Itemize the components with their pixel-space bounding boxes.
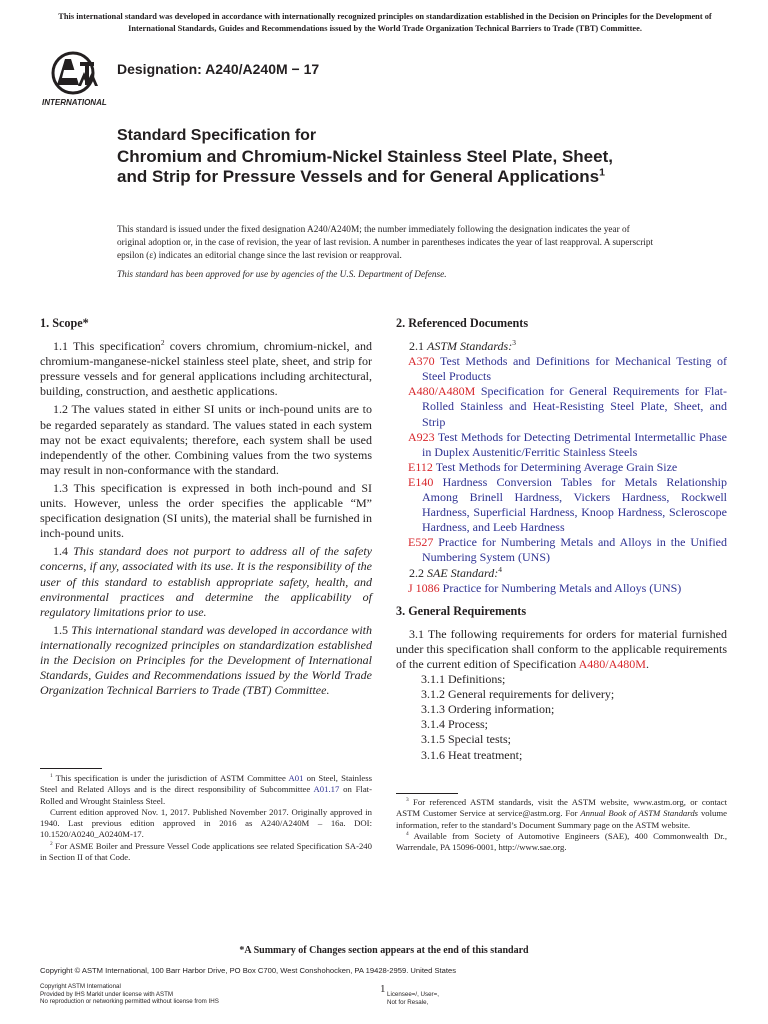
scope-1-4-num: 1.4 xyxy=(53,544,74,559)
sae-footnote-ref-4[interactable]: 4 xyxy=(498,564,502,574)
scope-1-5-num: 1.5 xyxy=(53,622,72,637)
general-3-1 xyxy=(396,627,727,672)
sae-standard-label xyxy=(396,566,727,581)
general-3-1-text: 3.1 The following requirements for orders for material furnished under this specification shall conform to the applicable requirements of the current edition of Specification xyxy=(396,626,727,671)
ref-item[interactable] xyxy=(396,535,727,565)
footnote-2 xyxy=(40,841,372,864)
ref-code[interactable]: A923 xyxy=(408,429,435,444)
title-main-text: Chromium and Chromium-Nickel Stainless Steel Plate, Sheet, and Strip for Pressure Vessels and for General Applications xyxy=(117,146,613,187)
scope-1-2: 1.2 The values stated in either SI units or inch-pound units are to be regarded separately as standard. The values stated in each system may not be exact equivalents; therefore, each system shall be used independently of the other. Combining values from the two systems may result in non-conformance with the standard. xyxy=(40,402,372,477)
license-line: Copyright ASTM International xyxy=(40,983,121,990)
general-item: 3.1.5 Special tests; xyxy=(421,732,511,747)
ref-code[interactable]: E112 xyxy=(408,459,433,474)
footnote-1-c: on Flat-Rolled and Wrought Stainless Steel. xyxy=(40,784,372,806)
footnote-1-mark: 1 xyxy=(50,773,53,780)
license-line: No reproduction or networking permitted without license from IHS xyxy=(40,998,219,1005)
licensee-line: Licensee=/, User=, xyxy=(387,991,439,998)
issue-note: This standard is issued under the fixed designation A240/A240M; the number immediately following the designation indicates the year of original adoption or, in the case of revision, the year of last revision. A number in parentheses indicates the year of last reapproval. A superscript epsilon (ε) indicates an editorial change since the last revision or reapproval. xyxy=(117,225,654,261)
footnote-2-mark: 2 xyxy=(50,840,53,847)
ref-item[interactable] xyxy=(396,384,727,429)
footnotes-left xyxy=(40,773,372,863)
footnote-3-a: For referenced ASTM standards, visit the ASTM website, www.astm.org, or contact ASTM Customer Service at service@astm.org. For xyxy=(396,797,727,819)
footnote-2-text: For ASME Boiler and Pressure Vessel Code applications see related Specification SA-240 in Section II of that Code. xyxy=(40,840,372,863)
footnote-4-text: Available from Society of Automotive Engineers (SAE), 400 Commonwealth Dr., Warrendale, PA 15096-0001, http://www.sae.org. xyxy=(396,830,727,853)
ref-title[interactable]: Practice for Numbering Metals and Alloys in the Unified Numbering System (UNS) xyxy=(422,535,727,565)
general-item: 3.1.1 Definitions; xyxy=(421,672,506,687)
scope-1-4 xyxy=(40,544,372,619)
footnote-4-mark: 4 xyxy=(406,831,409,837)
license-block xyxy=(40,983,219,1006)
ref-title[interactable]: Practice for Numbering Metals and Alloys (UNS) xyxy=(442,580,682,595)
footnote-1-a: This specification is under the jurisdiction of ASTM Committee xyxy=(52,773,289,783)
scope-1-1-b: covers chromium, chromium-nickel, and chromium-manganese-nickel stainless steel plate, sheet, and strip for pressure vessels and for general applications including architectural, building, construction, and aesthetic applications. xyxy=(40,339,372,399)
copyright-line: Copyright © ASTM International, 100 Barr Harbor Drive, PO Box C700, West Conshohocken, PA 19428-2959. United States xyxy=(40,966,457,975)
general-item: 3.1.3 Ordering information; xyxy=(421,702,555,717)
tbt-notice: This international standard was developed in accordance with internationally recognized principles on standardization established in the Decision on Principles for the Development of International Standards, Guides and Recommendations issued by the World Trade Organization Technical Barriers to Trade (TBT) Committee. xyxy=(58,12,712,33)
ref-code[interactable]: E527 xyxy=(408,535,434,550)
ref-title[interactable]: Test Methods and Definitions for Mechanical Testing of Steel Products xyxy=(422,354,727,384)
summary-of-changes-note: *A Summary of Changes section appears at the end of this standard xyxy=(239,945,529,956)
footnote-3-b: volume information, refer to the standard’s Document Summary page on the ASTM website. xyxy=(396,808,727,830)
title-footnote-mark: 1 xyxy=(599,166,605,179)
right-column xyxy=(396,316,727,763)
designation: Designation: A240/A240M − 17 xyxy=(117,61,320,77)
general-3-1-link[interactable]: A480/A480M xyxy=(578,656,646,671)
ref-title[interactable]: Hardness Conversion Tables for Metals Relationship Among Brinell Hardness, Vickers Hardness, Rockwell Hardness, Superficial Hardness, Knoop Hardness, Scleroscope Hardness, and Leeb Hardness xyxy=(422,474,728,535)
general-heading: 3. General Requirements xyxy=(396,603,527,618)
ref-item[interactable] xyxy=(396,475,727,535)
page-number: 1 xyxy=(380,983,386,995)
ref-code[interactable]: E140 xyxy=(408,474,434,489)
resale-line: Not for Resale, xyxy=(387,998,429,1006)
ref-code[interactable]: J 1086 xyxy=(408,580,440,595)
ref-title[interactable]: Specification for General Requirements for Flat-Rolled Stainless and Heat-Resisting Steel Plate, Sheet, and Strip xyxy=(422,384,727,429)
title-prefix: Standard Specification for xyxy=(117,127,317,144)
subcommittee-link[interactable]: A01.17 xyxy=(313,784,340,795)
scope-1-5 xyxy=(40,623,372,698)
ref-item[interactable] xyxy=(396,460,727,475)
general-item: 3.1.2 General requirements for delivery; xyxy=(421,687,615,702)
astm-logo-icon xyxy=(40,50,112,108)
footnote-1-edition: Current edition approved Nov. 1, 2017. Published November 2017. Originally approved in 1940. Last previous edition approved in 2016 as A240/A240M – 16a. DOI: 10.1520/A0240_A0240M-17. xyxy=(40,806,372,840)
footnotes-right xyxy=(396,797,727,853)
footnote-3-mark: 3 xyxy=(406,797,409,804)
scope-1-1 xyxy=(40,339,372,399)
ref-code[interactable]: A370 xyxy=(408,354,435,369)
astm-logo xyxy=(40,50,112,108)
footnote-divider-left xyxy=(40,768,102,769)
scope-1-1-a: 1.1 This specification xyxy=(53,339,161,354)
scope-1-4-text: This standard does not purport to address all of the safety concerns, if any, associated with its use. It is the responsibility of the user of this standard to establish appropriate safety, health, and environmental practices and determine the applicability of regulatory limitations prior to use. xyxy=(40,544,372,619)
license-line: Provided by IHS Markit under license with ASTM xyxy=(40,990,174,998)
approved-note: This standard has been approved for use by agencies of the U.S. Department of Defense. xyxy=(117,270,447,280)
footnote-1-b: on Steel, Stainless Steel and Related Alloys and is the direct responsibility of Subcommittee xyxy=(40,773,372,795)
scope-1-3: 1.3 This specification is expressed in both inch-pound and SI units. However, unless the order specifies the applicable “M” specification designation (SI units), the material shall be furnished in inch-pound units. xyxy=(40,480,372,541)
scope-heading: 1. Scope* xyxy=(40,316,89,330)
committee-link[interactable]: A01 xyxy=(288,773,304,783)
astm-standards-label xyxy=(396,339,727,354)
scope-1-5-text: This international standard was developed in accordance with internationally recognized principles on standardization established in the Decision on Principles for the Development of International Standards, Guides and Recommendations issued by the World Trade Organization Technical Barriers to Trade (TBT) Committee. xyxy=(40,622,373,698)
ref-title[interactable]: Test Methods for Determining Average Grain Size xyxy=(435,459,678,474)
astm-standards-num: 2.1 xyxy=(409,339,427,354)
astm-standards-text: ASTM Standards: xyxy=(427,339,513,354)
ref-item[interactable] xyxy=(396,430,727,460)
sae-standard-text: SAE Standard: xyxy=(427,565,499,580)
ref-code[interactable]: A480/A480M xyxy=(408,384,476,399)
standard-title xyxy=(117,126,637,188)
refdocs-heading: 2. Referenced Documents xyxy=(396,316,529,330)
footnote-3-italic: Annual Book of ASTM Standards xyxy=(580,808,699,819)
footnote-3 xyxy=(396,797,727,831)
footnote-divider-right xyxy=(396,793,458,794)
astm-footnote-ref-3[interactable]: 3 xyxy=(512,338,516,348)
logo-wordmark: INTERNATIONAL xyxy=(42,98,107,107)
footnote-4 xyxy=(396,831,727,854)
ref-title[interactable]: Test Methods for Detecting Detrimental Intermetallic Phase in Duplex Austenitic/Ferritic Stainless Steels xyxy=(422,429,727,459)
scope-footnote-ref-2[interactable]: 2 xyxy=(160,338,165,348)
general-3-1-end: . xyxy=(645,656,649,671)
ref-item[interactable] xyxy=(396,354,727,384)
ref-item[interactable] xyxy=(396,581,727,596)
footnote-1 xyxy=(40,773,372,807)
title-main xyxy=(117,147,637,188)
licensee-block xyxy=(387,991,439,1006)
general-item: 3.1.6 Heat treatment; xyxy=(421,747,523,762)
general-item: 3.1.4 Process; xyxy=(421,717,488,732)
sae-standard-num: 2.2 xyxy=(409,565,427,580)
left-column xyxy=(40,316,372,701)
